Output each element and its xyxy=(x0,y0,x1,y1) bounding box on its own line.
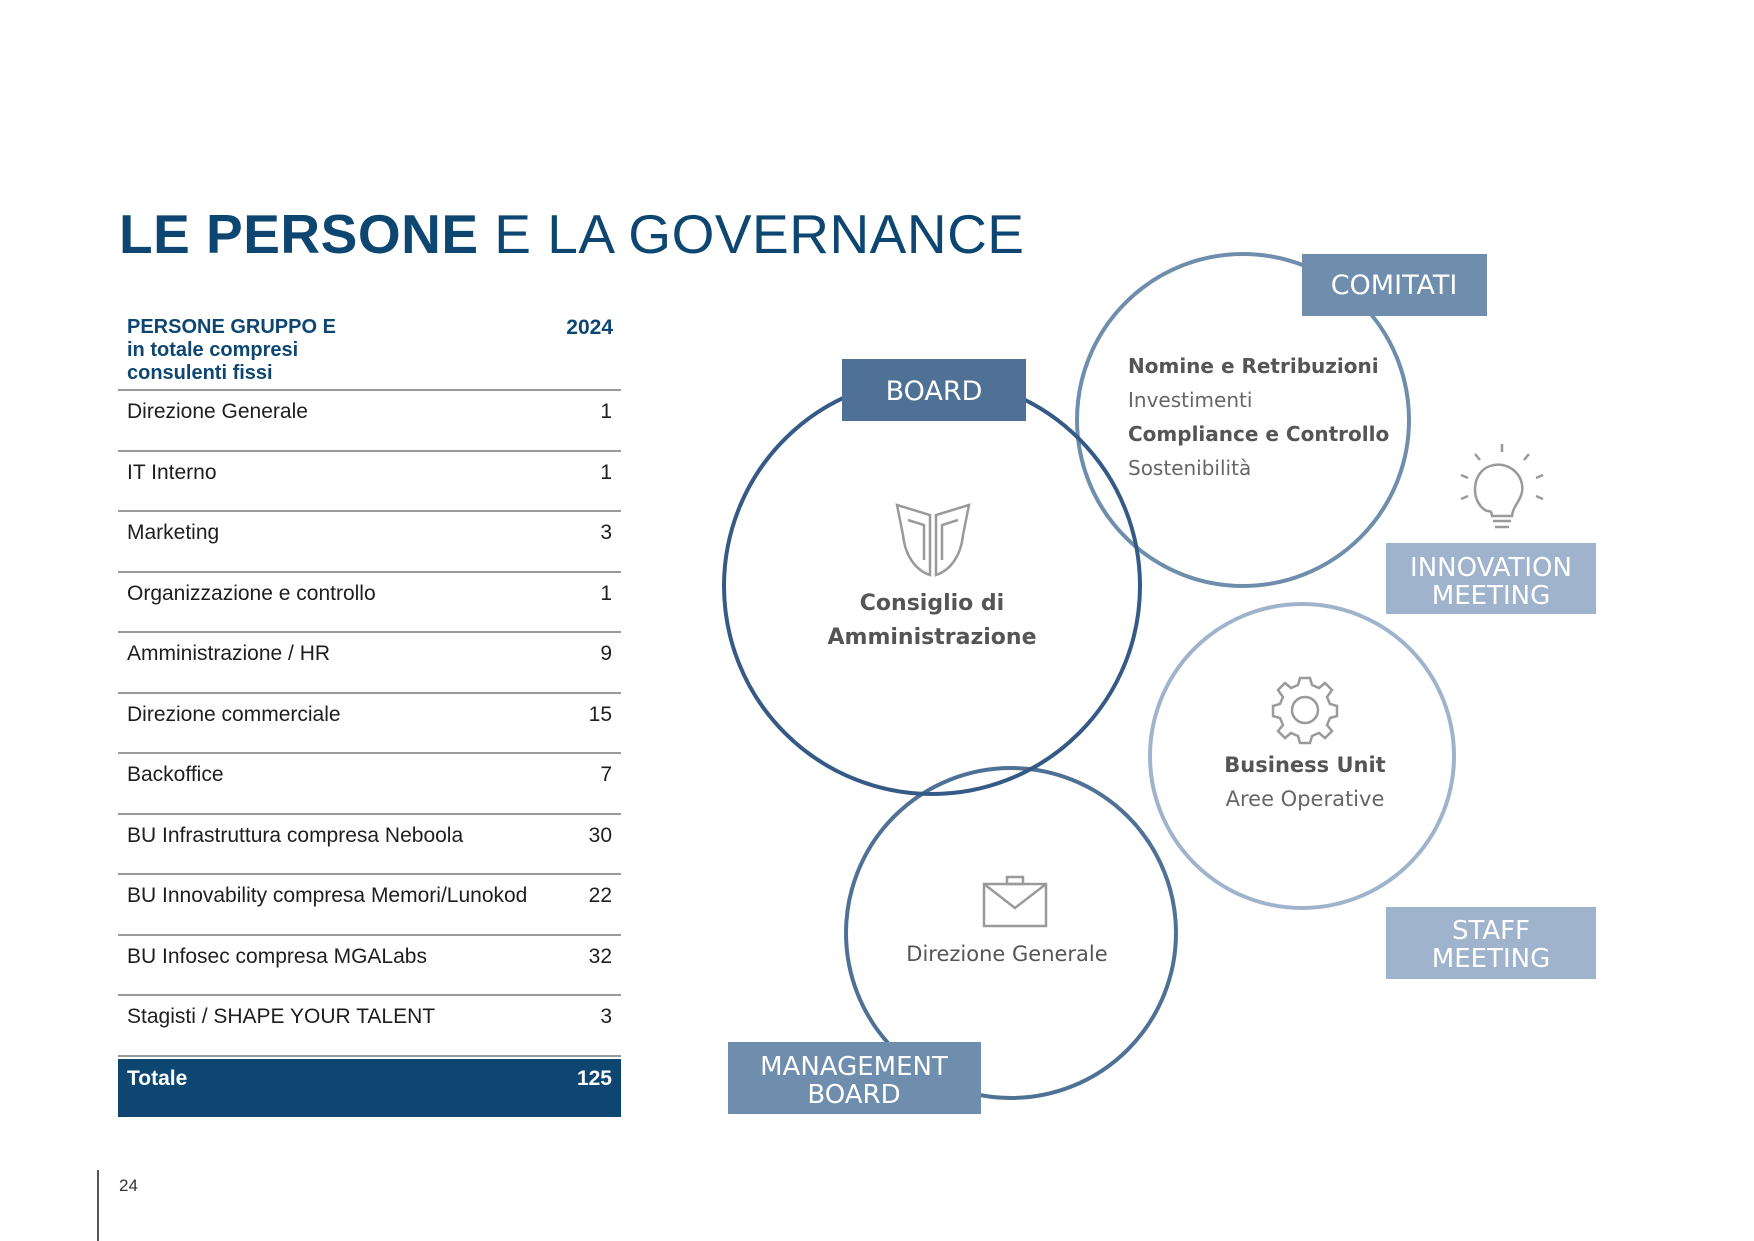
row-label: Amministrazione / HR xyxy=(127,642,331,665)
row-label: Marketing xyxy=(127,521,220,544)
comitati-item-4: Sostenibilità xyxy=(1128,456,1252,480)
board-text-1: Consiglio di xyxy=(859,591,1005,616)
staff-meeting-label-2: MEETING xyxy=(1431,944,1551,974)
header-label xyxy=(127,316,336,385)
header-year: 2024 xyxy=(566,316,613,339)
row-value: 3 xyxy=(600,1005,612,1028)
comitati-label: COMITATI xyxy=(1330,270,1458,301)
header-label-line-2: in totale compresi xyxy=(127,339,299,361)
table-row xyxy=(118,573,621,634)
row-label: Backoffice xyxy=(127,763,224,786)
row-label: BU Infrastruttura compresa Neboola xyxy=(127,823,464,847)
gear-icon xyxy=(1273,678,1337,743)
table-row xyxy=(118,512,621,573)
table-total-row xyxy=(118,1059,621,1117)
row-label: Direzione Generale xyxy=(127,400,308,423)
page-divider xyxy=(97,1170,99,1241)
row-value: 7 xyxy=(600,763,612,786)
table-row xyxy=(118,936,621,997)
header-label-line-1: PERSONE GRUPPO E xyxy=(127,316,336,338)
row-label: IT Interno xyxy=(127,460,217,484)
envelope-icon xyxy=(984,877,1046,926)
row-value: 1 xyxy=(600,400,612,423)
row-label: Direzione commerciale xyxy=(127,702,341,726)
board-label: BOARD xyxy=(885,376,983,407)
table-row xyxy=(118,754,621,815)
shield-icon xyxy=(897,505,969,575)
innovation-meeting-label-1: INNOVATION xyxy=(1410,553,1572,583)
table-row xyxy=(118,875,621,936)
table-row xyxy=(118,452,621,513)
table-header xyxy=(118,312,621,391)
row-value: 22 xyxy=(588,884,612,907)
row-value: 15 xyxy=(588,702,612,726)
direzione-generale-text: Direzione Generale xyxy=(906,942,1108,966)
row-value: 32 xyxy=(588,944,612,968)
table-row xyxy=(118,815,621,876)
row-value: 9 xyxy=(600,642,612,665)
board-text-2: Amministrazione xyxy=(827,625,1037,650)
header-label-line-3: consulenti fissi xyxy=(127,362,273,384)
row-label: Stagisti / SHAPE YOUR TALENT xyxy=(127,1005,436,1028)
business-unit-text-1: Business Unit xyxy=(1224,753,1386,777)
staff-meeting-label-1: STAFF xyxy=(1451,916,1531,946)
row-label: Organizzazione e controllo xyxy=(127,581,376,605)
business-unit-text-2: Aree Operative xyxy=(1225,787,1385,811)
title-regular: E LA GOVERNANCE xyxy=(478,203,1025,265)
table-row xyxy=(118,996,621,1057)
comitati-item-1: Nomine e Retribuzioni xyxy=(1128,354,1379,378)
comitati-item-2: Investimenti xyxy=(1128,388,1253,412)
total-label: Totale xyxy=(127,1066,188,1090)
innovation-meeting-label-2: MEETING xyxy=(1431,581,1551,611)
title-bold: LE PERSONE xyxy=(119,203,479,265)
row-label: BU Innovability compresa Memori/Lunokod xyxy=(127,884,528,907)
row-value: 1 xyxy=(600,581,612,605)
people-table xyxy=(118,312,621,1117)
total-value: 125 xyxy=(576,1066,612,1090)
table-row xyxy=(118,391,621,452)
lightbulb-icon xyxy=(1461,444,1543,527)
governance-diagram xyxy=(700,230,1600,1130)
management-board-label-1: MANAGEMENT xyxy=(760,1052,948,1082)
row-value: 1 xyxy=(600,460,612,484)
row-label: BU Infosec compresa MGALabs xyxy=(127,944,427,968)
table-row xyxy=(118,694,621,755)
row-value: 3 xyxy=(600,521,612,544)
table-row xyxy=(118,633,621,694)
page-number: 24 xyxy=(119,1176,138,1195)
row-value: 30 xyxy=(588,823,612,847)
management-board-label-2: BOARD xyxy=(807,1080,901,1110)
comitati-item-3: Compliance e Controllo xyxy=(1128,422,1390,446)
